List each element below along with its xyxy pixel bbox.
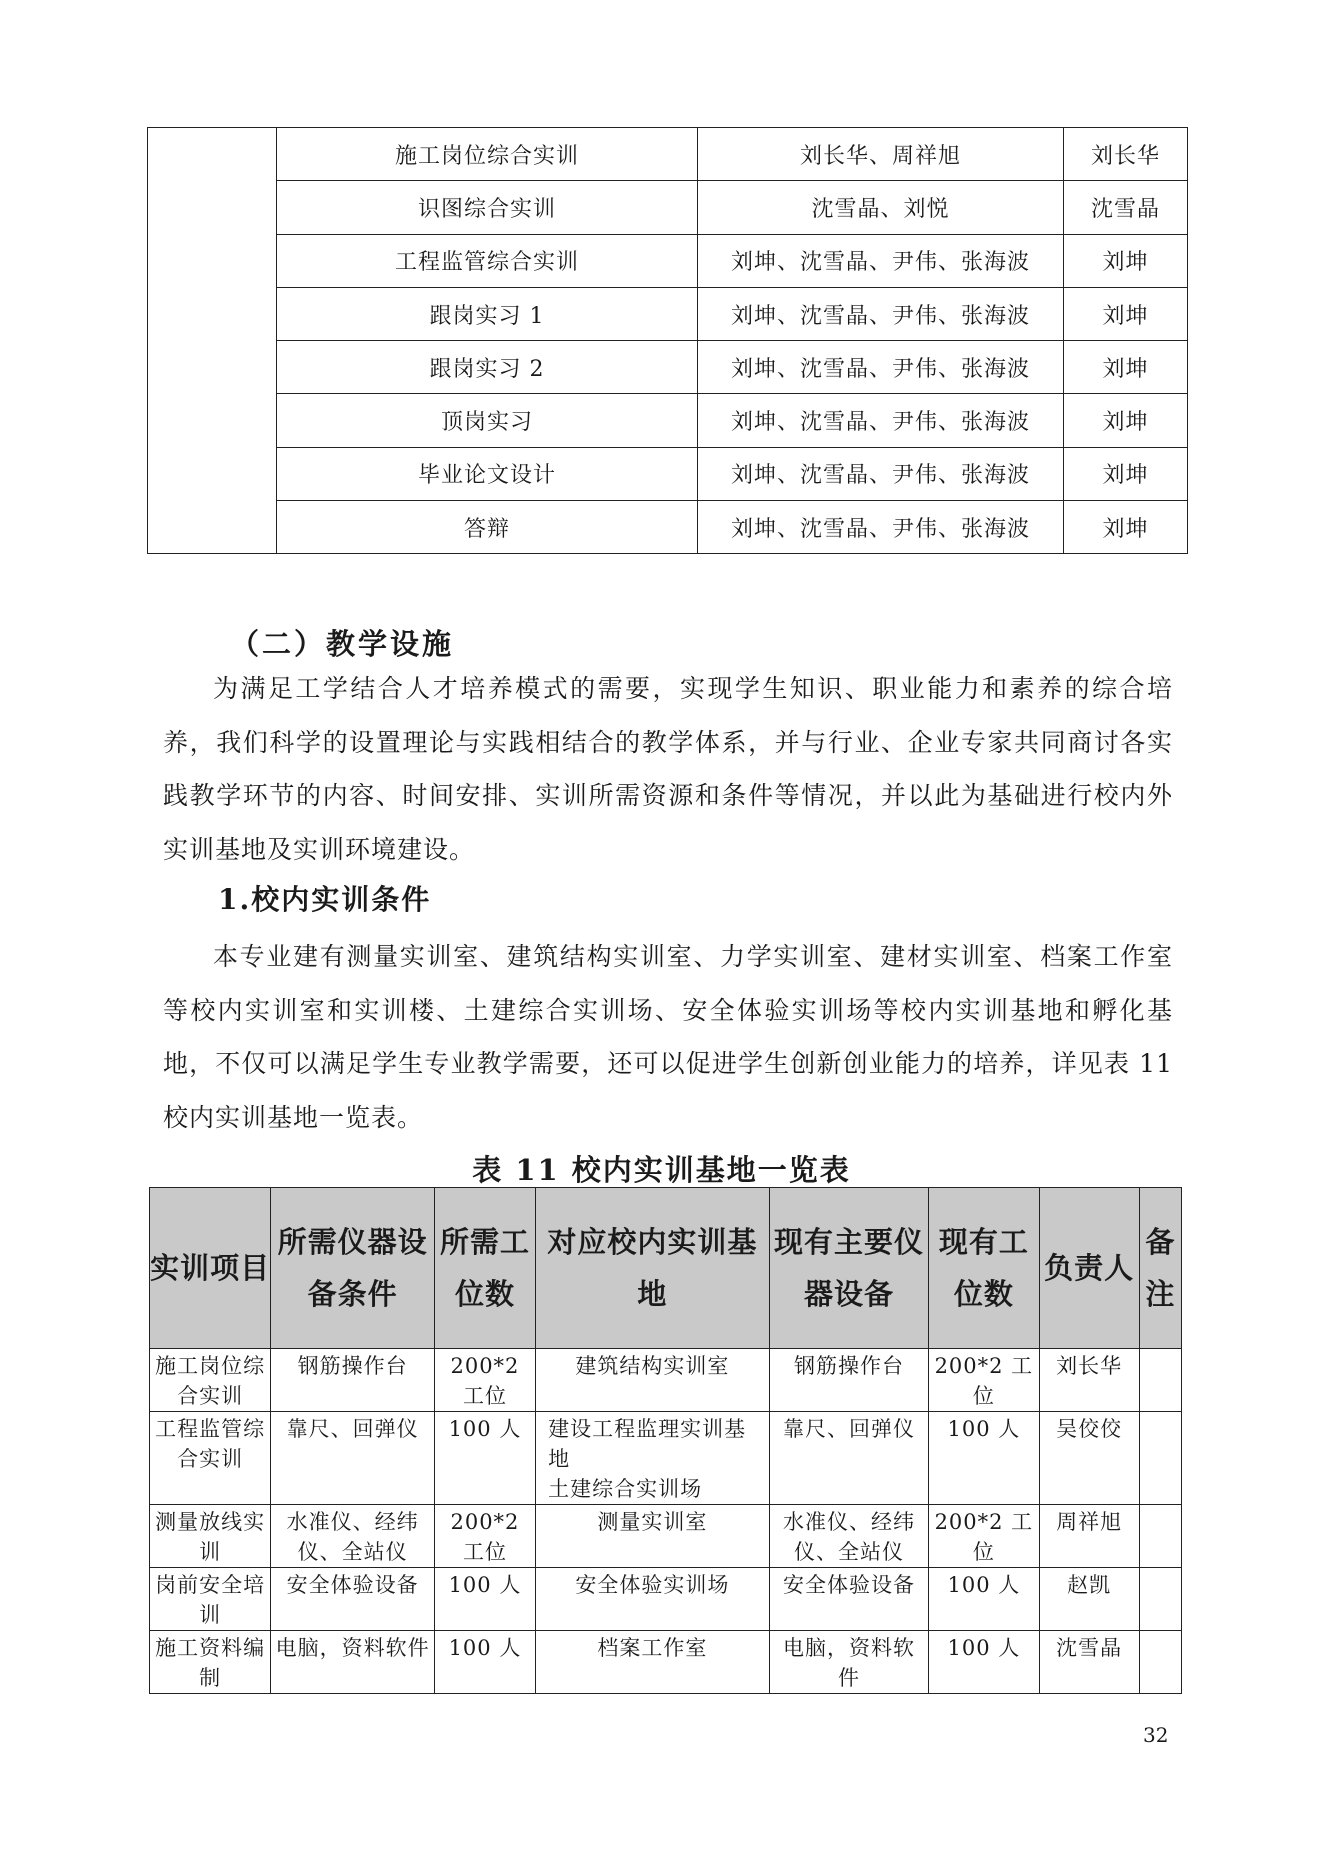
cell-person: 赵凯 <box>1039 1568 1139 1631</box>
course-name: 跟岗实习 2 <box>277 341 698 394</box>
course-teachers: 刘坤、沈雪晶、尹伟、张海波 <box>698 501 1064 554</box>
course-lead: 刘坤 <box>1064 287 1188 340</box>
base-line: 建筑结构实训室 <box>575 1354 730 1378</box>
course-teachers: 刘长华、周祥旭 <box>698 128 1064 181</box>
cell-required-equipment: 靠尺、回弹仪 <box>271 1412 434 1505</box>
cell-required-equipment: 水准仪、经纬仪、全站仪 <box>271 1505 434 1568</box>
cell-person: 刘长华 <box>1039 1349 1139 1412</box>
header-existing-stations: 现有工位数 <box>929 1188 1039 1349</box>
section-heading: （二）教学设施 <box>230 627 455 661</box>
cell-existing-stations: 200*2 工位 <box>929 1505 1039 1568</box>
course-name: 顶岗实习 <box>277 394 698 447</box>
course-teachers: 刘坤、沈雪晶、尹伟、张海波 <box>698 447 1064 500</box>
merged-category-cell <box>148 128 277 554</box>
cell-base <box>536 1505 770 1568</box>
paragraph-facilities: 为满足工学结合人才培养模式的需要，实现学生知识、职业能力和素养的综合培养，我们科学的设置理论与实践相结合的教学体系，并与行业、企业专家共同商讨各实践教学环节的内容、时间安排、实训所需资源和条件等情况，并以此为基础进行校内外实训基地及实训环境建设。 <box>163 674 1173 864</box>
table-row <box>148 287 1188 340</box>
cell-person: 周祥旭 <box>1039 1505 1139 1568</box>
course-lead: 刘长华 <box>1064 128 1188 181</box>
cell-existing-equipment: 钢筋操作台 <box>769 1349 928 1412</box>
cell-existing-equipment: 水准仪、经纬仪、全站仪 <box>769 1505 928 1568</box>
cell-required-stations: 200*2 工位 <box>434 1349 535 1412</box>
course-lead: 刘坤 <box>1064 501 1188 554</box>
table-caption: 表 11 校内实训基地一览表 <box>472 1153 851 1187</box>
course-teachers: 沈雪晶、刘悦 <box>698 181 1064 234</box>
page-number: 32 <box>1143 1723 1169 1747</box>
table-row <box>150 1505 1182 1568</box>
cell-note <box>1139 1568 1181 1631</box>
cell-person: 沈雪晶 <box>1039 1631 1139 1694</box>
table-row <box>148 181 1188 234</box>
cell-person: 吴佼佼 <box>1039 1412 1139 1505</box>
instructor-table <box>147 127 1188 554</box>
cell-required-equipment: 电脑，资料软件 <box>271 1631 434 1694</box>
table-row <box>148 128 1188 181</box>
table-row <box>148 394 1188 447</box>
cell-base <box>536 1349 770 1412</box>
table-row <box>150 1568 1182 1631</box>
cell-base <box>536 1631 770 1694</box>
table-row <box>148 341 1188 394</box>
header-required-stations: 所需工位数 <box>434 1188 535 1349</box>
course-lead: 刘坤 <box>1064 447 1188 500</box>
course-teachers: 刘坤、沈雪晶、尹伟、张海波 <box>698 234 1064 287</box>
cell-required-equipment: 安全体验设备 <box>271 1568 434 1631</box>
cell-base <box>536 1568 770 1631</box>
table-row <box>148 447 1188 500</box>
cell-existing-equipment: 电脑，资料软件 <box>769 1631 928 1694</box>
cell-existing-stations: 100 人 <box>929 1631 1039 1694</box>
cell-required-stations: 100 人 <box>434 1568 535 1631</box>
cell-item: 施工资料编制 <box>150 1631 271 1694</box>
training-base-table <box>149 1187 1182 1694</box>
cell-required-stations: 100 人 <box>434 1631 535 1694</box>
table-row <box>148 234 1188 287</box>
course-name: 施工岗位综合实训 <box>277 128 698 181</box>
base-line: 土建综合实训场 <box>548 1477 703 1501</box>
course-name: 识图综合实训 <box>277 181 698 234</box>
course-name: 跟岗实习 1 <box>277 287 698 340</box>
header-note: 备注 <box>1139 1188 1181 1349</box>
course-lead: 刘坤 <box>1064 341 1188 394</box>
table-row <box>150 1349 1182 1412</box>
cell-required-stations: 100 人 <box>434 1412 535 1505</box>
course-lead: 刘坤 <box>1064 234 1188 287</box>
cell-note <box>1139 1631 1181 1694</box>
header-person: 负责人 <box>1039 1188 1139 1349</box>
cell-item: 测量放线实训 <box>150 1505 271 1568</box>
table-row <box>150 1631 1182 1694</box>
course-teachers: 刘坤、沈雪晶、尹伟、张海波 <box>698 341 1064 394</box>
base-line: 档案工作室 <box>597 1636 708 1660</box>
table-row <box>148 501 1188 554</box>
cell-existing-stations: 200*2 工位 <box>929 1349 1039 1412</box>
course-lead: 刘坤 <box>1064 394 1188 447</box>
cell-existing-equipment: 安全体验设备 <box>769 1568 928 1631</box>
base-line: 建设工程监理实训基地 <box>548 1417 747 1471</box>
course-name: 毕业论文设计 <box>277 447 698 500</box>
cell-required-equipment: 钢筋操作台 <box>271 1349 434 1412</box>
cell-required-stations: 200*2 工位 <box>434 1505 535 1568</box>
header-existing-equipment: 现有主要仪器设备 <box>769 1188 928 1349</box>
table-row <box>150 1412 1182 1505</box>
base-line: 安全体验实训场 <box>575 1573 730 1597</box>
base-line: 测量实训室 <box>597 1510 708 1534</box>
cell-existing-stations: 100 人 <box>929 1412 1039 1505</box>
cell-item: 工程监管综合实训 <box>150 1412 271 1505</box>
cell-existing-equipment: 靠尺、回弹仪 <box>769 1412 928 1505</box>
cell-item: 岗前安全培训 <box>150 1568 271 1631</box>
header-base: 对应校内实训基地 <box>536 1188 770 1349</box>
cell-note <box>1139 1412 1181 1505</box>
course-name: 工程监管综合实训 <box>277 234 698 287</box>
cell-note <box>1139 1349 1181 1412</box>
course-name: 答辩 <box>277 501 698 554</box>
cell-base <box>536 1412 770 1505</box>
header-item: 实训项目 <box>150 1188 271 1349</box>
course-teachers: 刘坤、沈雪晶、尹伟、张海波 <box>698 287 1064 340</box>
cell-note <box>1139 1505 1181 1568</box>
table-header-row <box>150 1188 1182 1349</box>
cell-item: 施工岗位综合实训 <box>150 1349 271 1412</box>
subsection-heading: 1.校内实训条件 <box>218 883 432 916</box>
paragraph-on-campus-training: 本专业建有测量实训室、建筑结构实训室、力学实训室、建材实训室、档案工作室等校内实训室和实训楼、土建综合实训场、安全体验实训场等校内实训基地和孵化基地，不仅可以满足学生专业教学需要，还可以促进学生创新创业能力的培养，详见表 11 校内实训基地一览表。 <box>163 942 1173 1132</box>
course-teachers: 刘坤、沈雪晶、尹伟、张海波 <box>698 394 1064 447</box>
cell-existing-stations: 100 人 <box>929 1568 1039 1631</box>
header-required-equipment: 所需仪器设备条件 <box>271 1188 434 1349</box>
course-lead: 沈雪晶 <box>1064 181 1188 234</box>
